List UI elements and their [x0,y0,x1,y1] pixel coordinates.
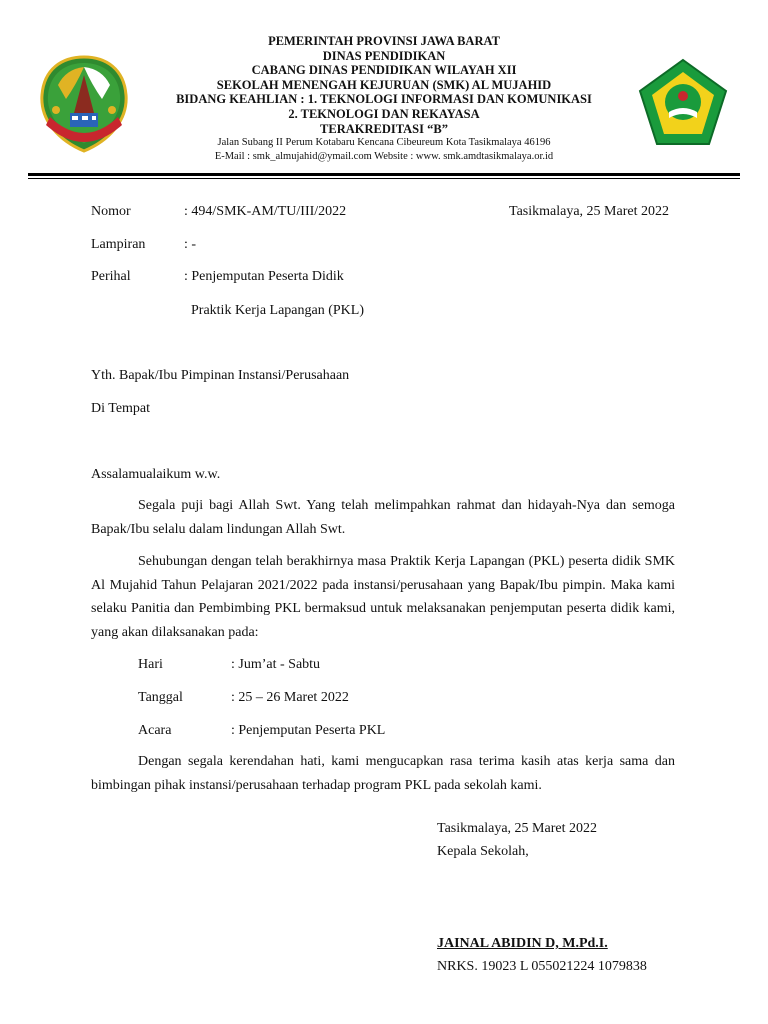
paragraph-2: Sehubungan dengan telah berakhirnya masa Praktik Kerja Lapangan (PKL) peserta didik SMK Al Mujahid Tahun Pelajaran 2021/2022 pada instansi/perusahaan yang Bapak/Ibu pimpin. Maka kami selaku Panitia dan Pembimbing PKL bermaksud untuk melaksanakan penjemputan peserta didik kami, yang akan dilaksanakan pada: [91,554,675,640]
letterhead-line-2: DINAS PENDIDIKAN [322,48,446,63]
letter-date: Tasikmalaya, 25 Maret 2022 [509,204,669,219]
greeting: Assalamualaikum w.w. [91,467,221,482]
letterhead-line-7: TERAKREDITASI “B” [320,121,448,136]
schedule-value-hari: : Jum’at - Sabtu [231,657,321,672]
perihal-value-line-1: : Penjemputan Peserta Didik [184,269,344,284]
letterhead-contact: E-Mail : smk_almujahid@ymail.com Website : www. smk.amdtasikmalaya.or.id [214,150,554,162]
addressee-line-2: Di Tempat [91,401,151,416]
letterhead-line-1: PEMERINTAH PROVINSI JAWA BARAT [268,34,500,48]
perihal-label: Perihal [91,269,131,284]
letterhead-address: Jalan Subang II Perum Kotabaru Kencana Cibeureum Kota Tasikmalaya 46196 [217,137,551,149]
schedule-label-acara: Acara [138,723,172,738]
letterhead [140,34,628,163]
letterhead-line-5: BIDANG KEAHLIAN : 1. TEKNOLOGI INFORMASI DAN KOMUNIKASI [176,92,592,107]
nomor-label: Nomor [91,204,131,219]
paragraph-1: Segala puji bagi Allah Swt. Yang telah melimpahkan rahmat dan hidayah-Nya dan semoga Bapak/Ibu selalu dalam lindungan Allah Swt. [91,498,675,537]
signature-name: JAINAL ABIDIN D, M.Pd.I. [437,936,608,951]
paragraph-3: Dengan segala kerendahan hati, kami mengucapkan rasa terima kasih atas kerja sama dan bimbingan pihak instansi/perusahaan terhadap program PKL pada sekolah kami. [91,754,675,793]
nomor-value: : 494/SMK-AM/TU/III/2022 [184,204,347,219]
letterhead-line-3: CABANG DINAS PENDIDIKAN WILAYAH XII [251,63,517,78]
jawa-barat-crest-icon [36,55,132,155]
lampiran-value: : - [184,237,197,252]
schedule-value-tanggal: : 25 – 26 Maret 2022 [231,690,349,705]
schedule-label-hari: Hari [138,657,163,672]
smk-al-mujahid-logo-icon [636,58,730,148]
letterhead-line-6: 2. TEKNOLOGI DAN REKAYASA [288,106,480,121]
header-divider-thick [28,173,740,176]
signature-position: Kepala Sekolah, [437,844,529,859]
schedule-label-tanggal: Tanggal [138,690,183,705]
header-divider-thin [28,178,740,179]
letterhead-line-4: SEKOLAH MENENGAH KEJURUAN (SMK) AL MUJAHID [216,77,552,92]
signature-id: NRKS. 19023 L 055021224 1079838 [437,959,647,974]
addressee-line-1: Yth. Bapak/Ibu Pimpinan Instansi/Perusahaan [91,368,350,383]
perihal-value-line-2: Praktik Kerja Lapangan (PKL) [191,303,364,318]
lampiran-label: Lampiran [91,237,146,252]
signature-place-date: Tasikmalaya, 25 Maret 2022 [437,821,597,836]
schedule-value-acara: : Penjemputan Peserta PKL [231,723,386,738]
